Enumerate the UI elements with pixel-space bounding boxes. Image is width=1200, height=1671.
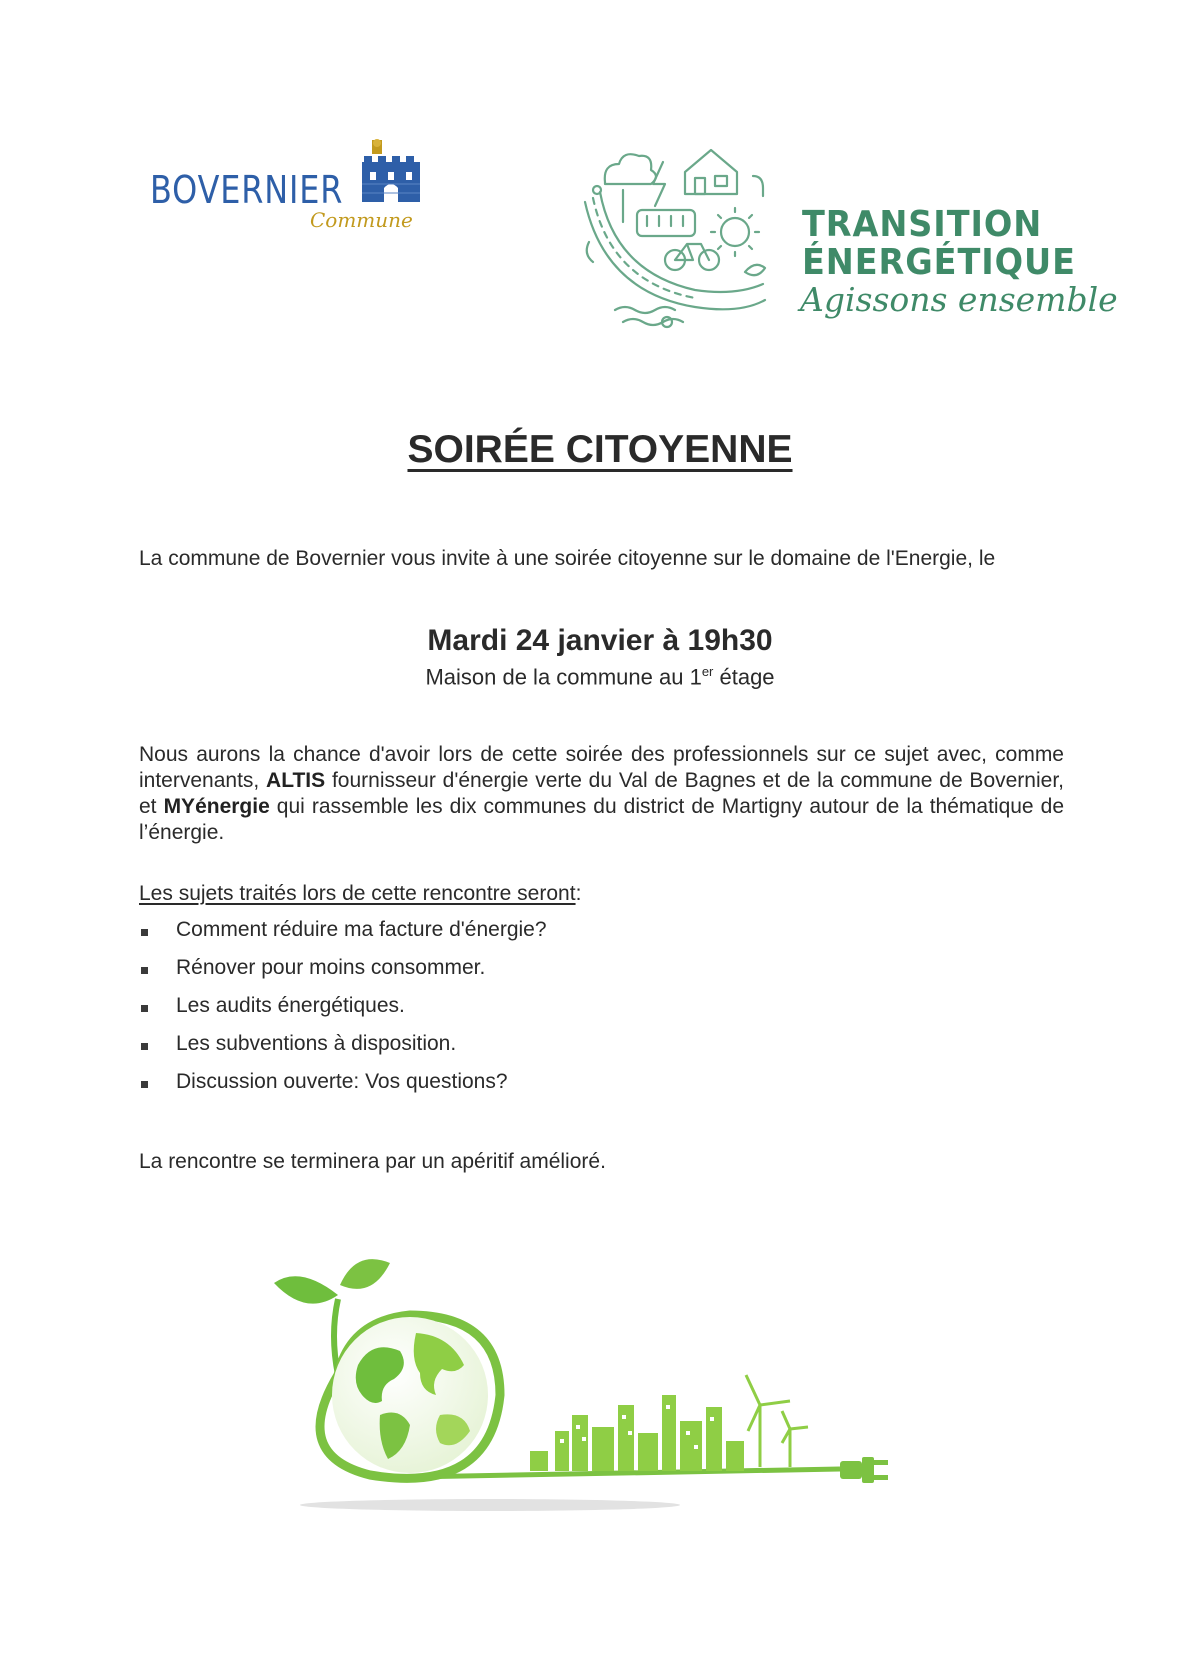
bullet-icon <box>141 1081 148 1088</box>
transition-title-line1: TRANSITION <box>802 204 1043 245</box>
bovernier-name: BOVERNIER <box>150 168 344 212</box>
earth-plug-illustration <box>260 1255 940 1525</box>
energy-transition-emblem <box>575 132 785 342</box>
event-place: Maison de la commune au 1er étage <box>425 664 775 690</box>
flyer-page: BOVERNIER Commune TRANSITION ÉNERGÉTIQUE Agissons ensemble SOIRÉE CITOYENNE La commune de Bovernier vous invite à une soirée citoyenne sur le domaine de l'Energie, le Mardi 24 janvier à 19h30 Maison de la commune au 1er étage Nous aurons la chance d'avoir lors de cette soirée des professionnels sur ce sujet avec, comme intervenants, ALTIS fournisseur d'énergie verte du Val de Bagnes et de la commune de Bovernier, et MYénergie qui rassemble les dix communes du district de Martigny autour de la thématique de l’énergie. Les sujets traités lors de cette rencontre seront: Comment réduire ma facture d'énergie? Rénover pour moins consommer. Les audits énergétiques. Les subventions à disposition. Discussion ouverte: Vos questions? La rencontre se terminera par un apéritif amélioré. <box>0 0 1200 1671</box>
bullet-icon <box>141 1005 148 1012</box>
castle-crest-icon <box>360 138 425 206</box>
bullet-icon <box>141 1043 148 1050</box>
bovernier-subtitle: Commune <box>310 208 413 232</box>
page-title: SOIRÉE CITOYENNE <box>407 428 793 471</box>
myenergie-name: MYénergie <box>163 795 270 818</box>
topics-heading: Les sujets traités lors de cette rencontre seront: <box>139 882 582 905</box>
speakers-paragraph: Nous aurons la chance d'avoir lors de cette soirée des professionnels sur ce sujet avec, comme intervenants, ALTIS fournisseur d'énergie verte du Val de Bagnes et de la commune de Bovernier, et MYénergie qui rassemble les dix communes du district de Martigny autour de la thématique de l’énergie. <box>139 743 1064 844</box>
intro-text: La commune de Bovernier vous invite à une soirée citoyenne sur le domaine de l'Energie, le <box>139 547 996 570</box>
bullet-icon <box>141 967 148 974</box>
transition-title-line2: ÉNERGÉTIQUE <box>802 242 1076 283</box>
closing-text: La rencontre se terminera par un apéritif amélioré. <box>139 1150 606 1173</box>
event-date: Mardi 24 janvier à 19h30 <box>427 624 773 657</box>
bullet-icon <box>141 929 148 936</box>
transition-tagline: Agissons ensemble <box>800 280 1118 319</box>
bovernier-logo <box>150 138 430 248</box>
altis-name: ALTIS <box>266 769 326 792</box>
